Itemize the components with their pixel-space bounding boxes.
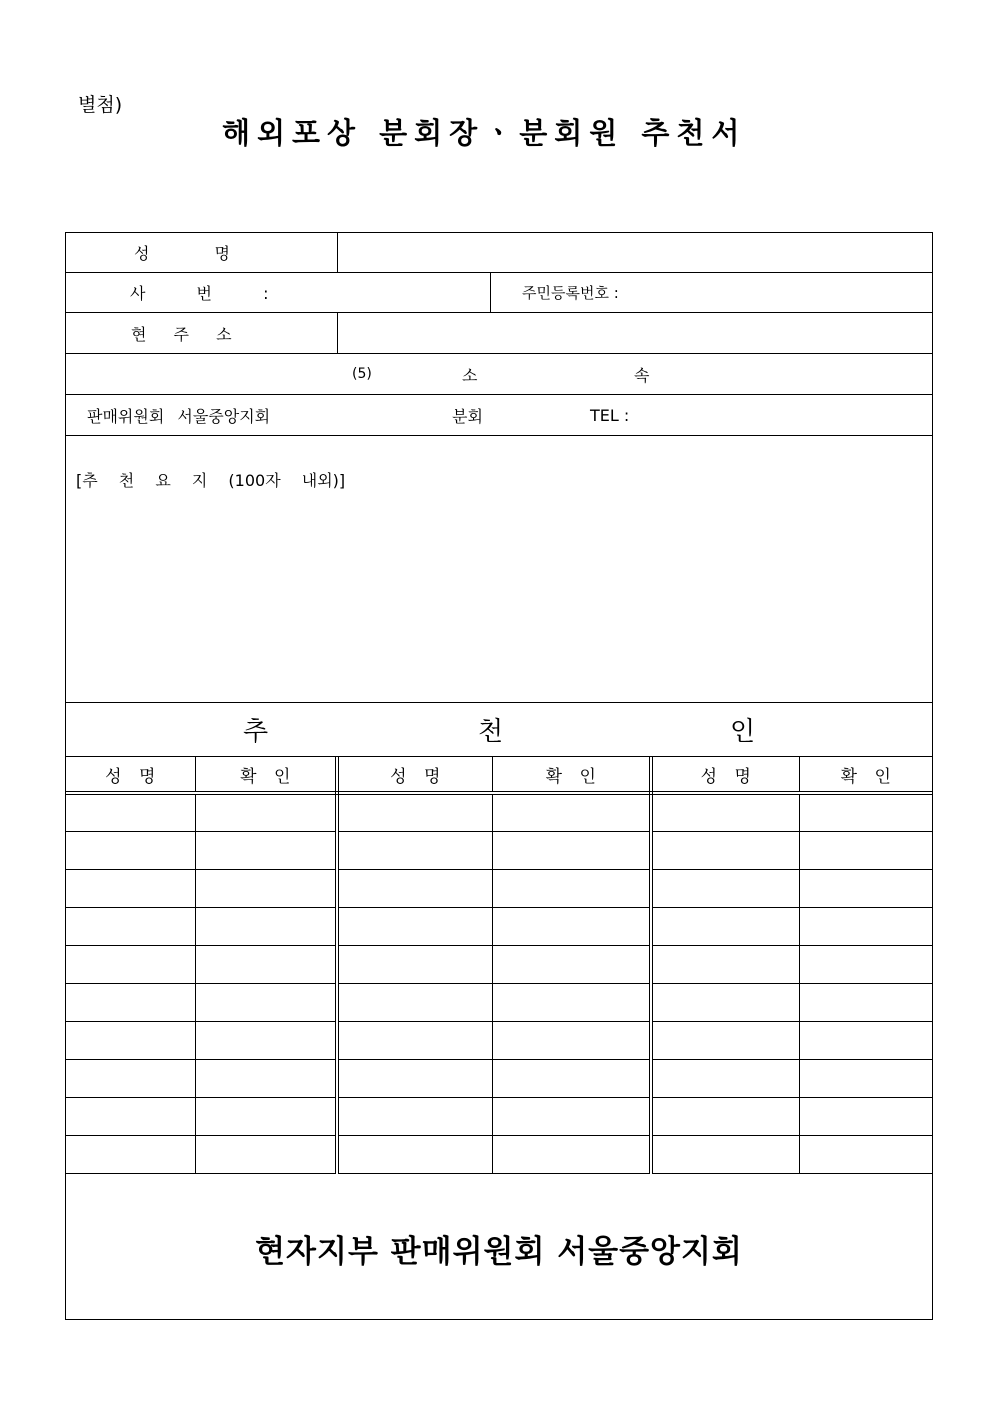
address-label: 현 주 소: [131, 324, 232, 344]
signature-table-body: [66, 793, 932, 1173]
recommender-name-cell: [66, 1059, 195, 1097]
committee-row: [66, 395, 932, 436]
recommender-confirm-cell: [195, 793, 337, 831]
attachment-label: 별첨): [78, 94, 123, 116]
signature-header-row: [66, 757, 932, 793]
recommender-confirm-cell: [195, 869, 337, 907]
committee-name: 판매위원회 서울중앙지회: [87, 406, 271, 426]
signature-row: [66, 831, 932, 869]
recommender-confirm-cell: [799, 869, 932, 907]
recommender-confirm-cell: [195, 983, 337, 1021]
signature-row: [66, 983, 932, 1021]
recommender-name-cell: [651, 983, 799, 1021]
recommender-name-cell: [66, 945, 195, 983]
recommender-confirm-cell: [799, 983, 932, 1021]
affiliation-label-first: 소: [462, 365, 478, 385]
recommendation-reason-label: [추 천 요 지 (100자 내외)]: [76, 470, 346, 490]
recommender-confirm-cell: [195, 1021, 337, 1059]
signature-row: [66, 1059, 932, 1097]
recommender-name-cell: [66, 831, 195, 869]
recommender-name-cell: [337, 1135, 492, 1173]
recommendation-form: [65, 232, 933, 1320]
recommender-confirm-cell: [492, 1135, 651, 1173]
recommender-name-cell: [651, 869, 799, 907]
column-header-name: 성 명: [66, 757, 195, 793]
recommender-confirm-cell: [799, 907, 932, 945]
document-title: 해외포상 분회장ㆍ분회원 추천서: [222, 116, 747, 150]
affiliation-label-second: 속: [634, 365, 650, 385]
affiliation-row: [66, 354, 932, 395]
recommender-name-cell: [66, 1135, 195, 1173]
name-value-field: [337, 233, 932, 272]
signature-row: [66, 1097, 932, 1135]
recommender-confirm-cell: [492, 907, 651, 945]
recommender-name-cell: [66, 869, 195, 907]
recommender-confirm-cell: [799, 945, 932, 983]
recommender-name-cell: [66, 983, 195, 1021]
recommender-name-cell: [66, 1021, 195, 1059]
signature-row: [66, 1135, 932, 1173]
recommender-confirm-cell: [799, 793, 932, 831]
recommender-name-cell: [651, 1021, 799, 1059]
recommendation-reason-area: [66, 436, 932, 703]
address-value-field: [337, 313, 932, 353]
recommender-confirm-cell: [195, 1059, 337, 1097]
recommender-name-cell: [337, 907, 492, 945]
column-header-confirm: 확 인: [492, 757, 651, 793]
recommender-heading-char-3: 인: [730, 717, 756, 747]
resident-number-field: [490, 273, 932, 312]
branch-label: 분회: [452, 406, 483, 426]
recommender-confirm-cell: [195, 831, 337, 869]
recommender-name-cell: [337, 793, 492, 831]
recommender-confirm-cell: [195, 907, 337, 945]
employee-number-label: 사 번 :: [130, 284, 269, 303]
recommender-signature-table: [66, 757, 932, 1174]
recommender-confirm-cell: [195, 1135, 337, 1173]
recommender-name-cell: [337, 1059, 492, 1097]
recommender-confirm-cell: [799, 1059, 932, 1097]
signature-row: [66, 945, 932, 983]
signature-row: [66, 869, 932, 907]
recommender-name-cell: [337, 869, 492, 907]
recommender-confirm-cell: [799, 831, 932, 869]
recommender-name-cell: [651, 907, 799, 945]
recommender-name-cell: [651, 831, 799, 869]
recommender-name-cell: [651, 945, 799, 983]
tel-label: TEL :: [590, 405, 630, 425]
affiliation-number: (5): [352, 366, 372, 382]
recommender-confirm-cell: [799, 1097, 932, 1135]
address-row: [66, 313, 932, 354]
recommender-name-cell: [651, 1135, 799, 1173]
name-label: 성 명: [134, 244, 230, 263]
signature-row: [66, 1021, 932, 1059]
recommender-name-cell: [66, 907, 195, 945]
recommender-name-cell: [651, 1059, 799, 1097]
column-header-name: 성 명: [651, 757, 799, 793]
id-row: [66, 273, 932, 313]
recommender-heading-char-1: 추: [243, 717, 269, 747]
recommender-confirm-cell: [492, 831, 651, 869]
recommender-heading-char-2: 천: [478, 717, 504, 747]
recommender-name-cell: [337, 983, 492, 1021]
recommender-name-cell: [337, 945, 492, 983]
recommender-confirm-cell: [492, 869, 651, 907]
recommender-name-cell: [651, 1097, 799, 1135]
recommender-confirm-cell: [492, 1059, 651, 1097]
resident-number-label: 주민등록번호 :: [522, 284, 619, 302]
recommender-heading-row: [66, 703, 932, 757]
recommender-confirm-cell: [195, 945, 337, 983]
column-header-confirm: 확 인: [799, 757, 932, 793]
recommender-confirm-cell: [492, 793, 651, 831]
recommender-confirm-cell: [492, 983, 651, 1021]
recommender-name-cell: [651, 793, 799, 831]
issuer-footer: 현자지부 판매위원회 서울중앙지회: [255, 1234, 743, 1270]
recommender-confirm-cell: [799, 1135, 932, 1173]
recommender-confirm-cell: [799, 1021, 932, 1059]
signature-row: [66, 793, 932, 831]
recommender-confirm-cell: [492, 1097, 651, 1135]
recommender-name-cell: [337, 1021, 492, 1059]
recommender-confirm-cell: [492, 945, 651, 983]
recommender-confirm-cell: [492, 1021, 651, 1059]
recommender-name-cell: [337, 831, 492, 869]
recommender-name-cell: [66, 1097, 195, 1135]
recommender-name-cell: [337, 1097, 492, 1135]
column-header-name: 성 명: [337, 757, 492, 793]
recommender-confirm-cell: [195, 1097, 337, 1135]
column-header-confirm: 확 인: [195, 757, 337, 793]
signature-table-header: [66, 757, 932, 793]
recommender-name-cell: [66, 793, 195, 831]
name-row: [66, 233, 932, 273]
signature-row: [66, 907, 932, 945]
